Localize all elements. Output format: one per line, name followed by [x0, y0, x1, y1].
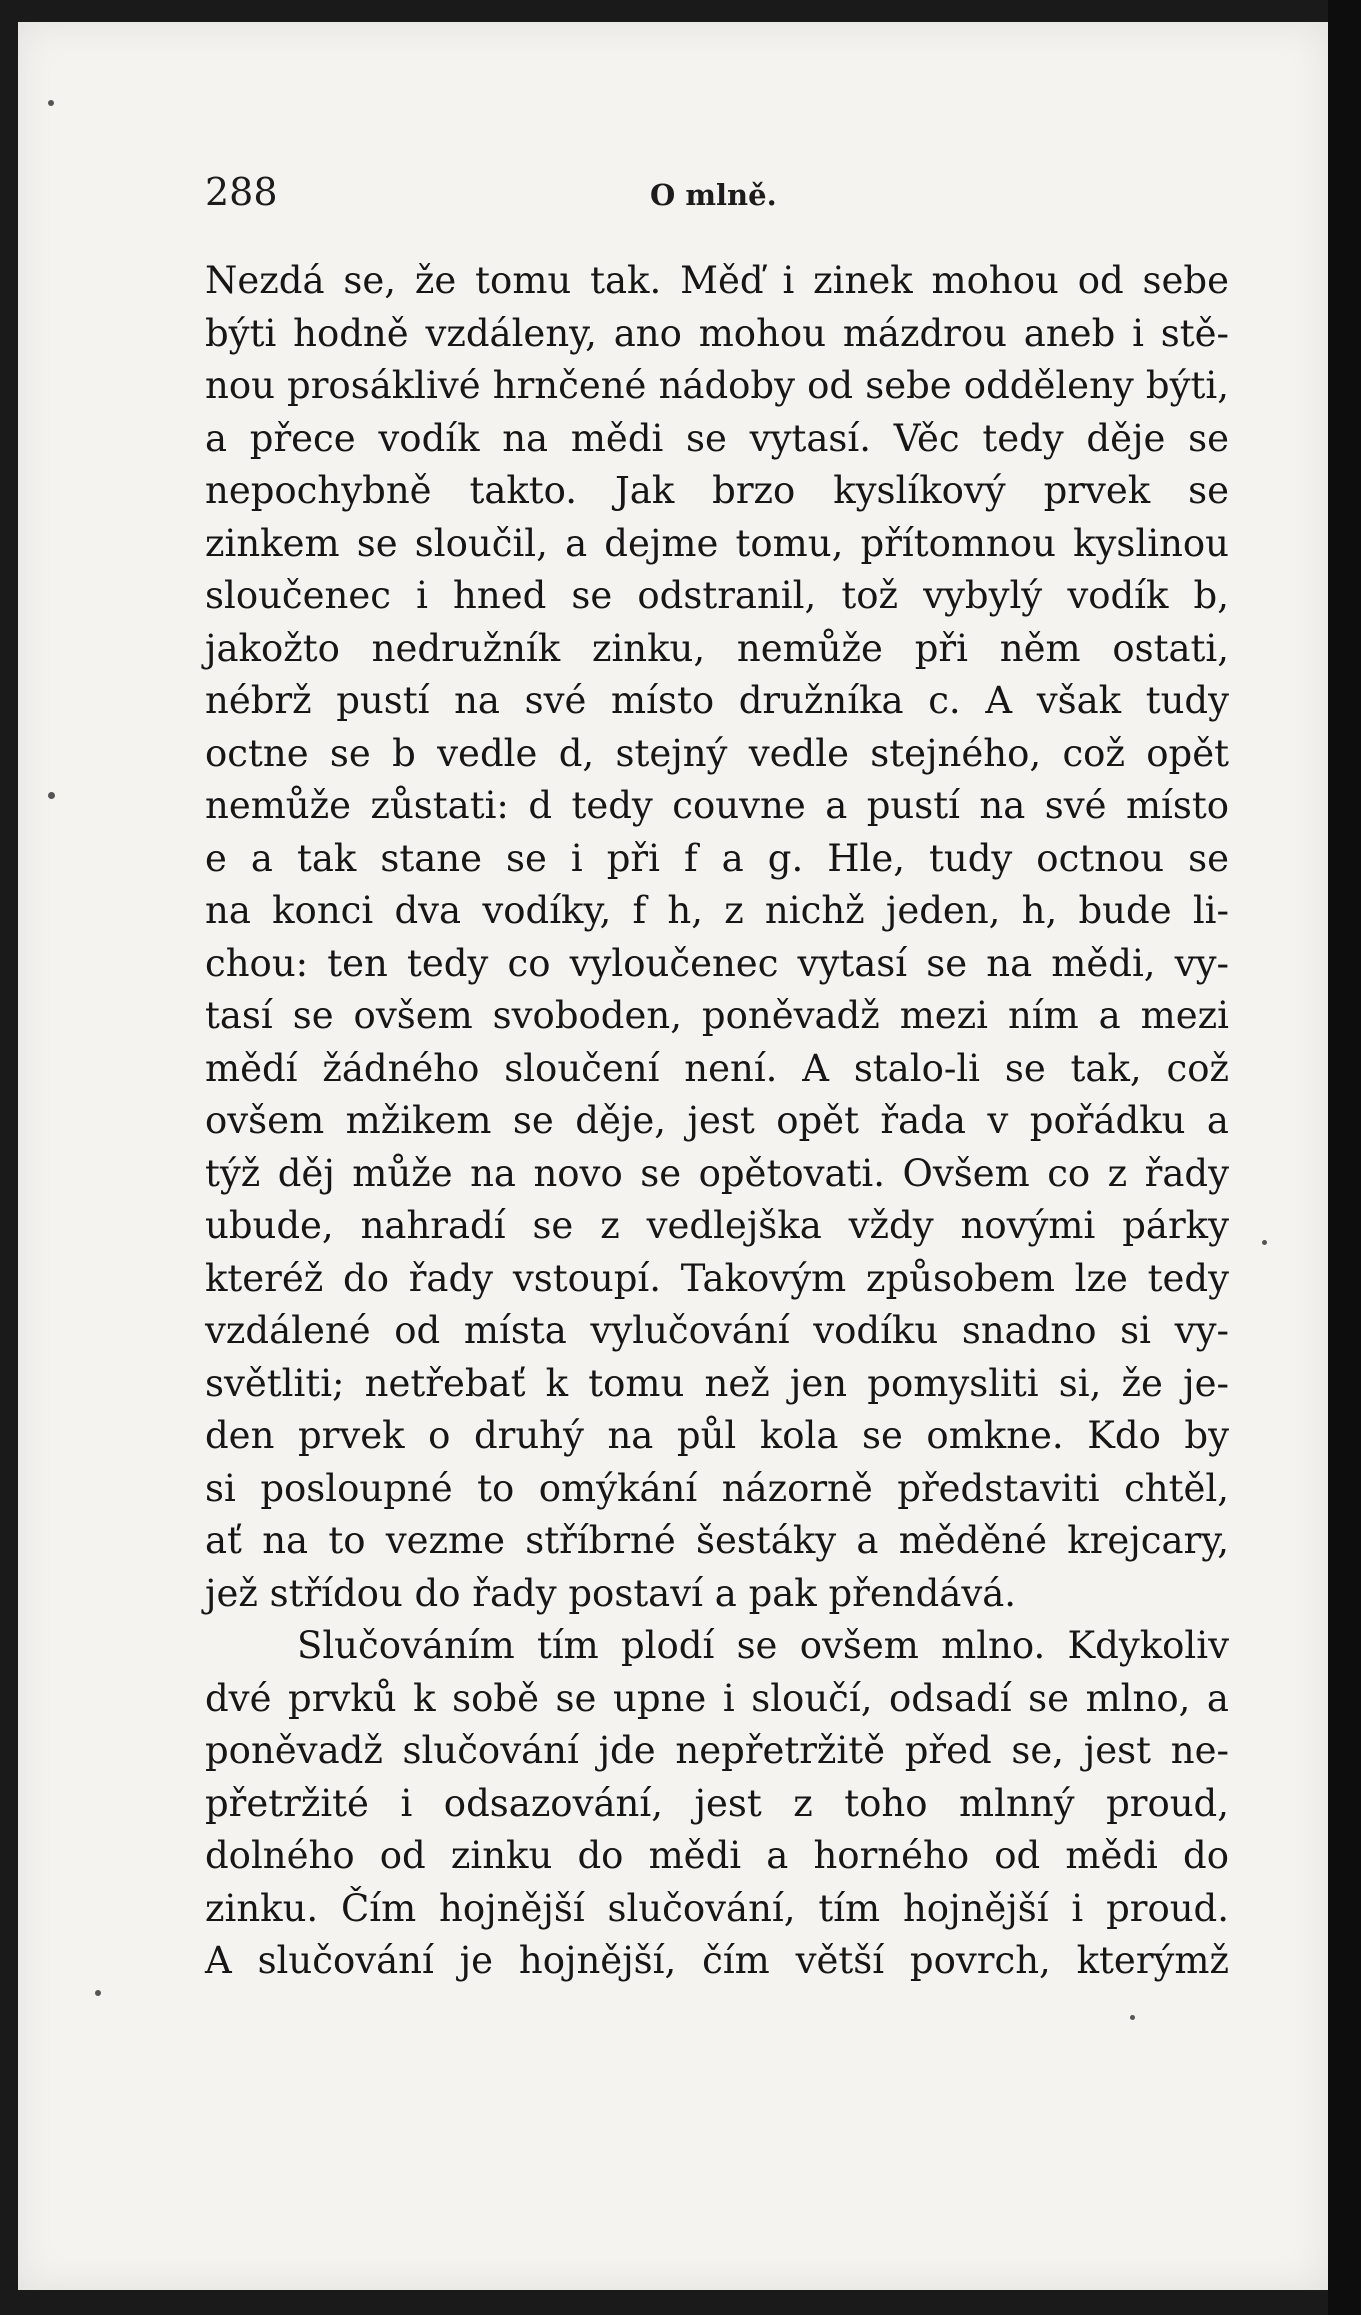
text-line: přetržité i odsazování, jest z toho mlnný proud, — [205, 1781, 1229, 1825]
text-line: zinkem se sloučil, a dejme tomu, přítomnou kyslinou — [205, 521, 1229, 565]
text-line: býti hodně vzdáleny, ano mohou mázdrou aneb i stě- — [205, 311, 1229, 355]
text-line: octne se b vedle d, stejný vedle stejného, což opět — [205, 731, 1229, 775]
text-line: poněvadž slučování jde nepřetržitě před se, jest ne- — [205, 1729, 1229, 1772]
text-line: chou: ten tedy co vyloučenec vytasí se na mědi, vy- — [205, 941, 1229, 985]
text-line: A slučování je hojnější, čím větší povrch, kterýmž — [205, 1939, 1229, 1982]
page-header — [205, 170, 1215, 220]
text-line: tasí se ovšem svoboden, poněvadž mezi ním a mezi — [205, 994, 1229, 1037]
text-line: na konci dva vodíky, f h, z nichž jeden, h, bude li- — [205, 889, 1229, 932]
scan-border — [1328, 0, 1361, 2315]
scan-speck — [48, 100, 54, 106]
text-line: týž děj může na novo se opětovati. Ovšem co z řady — [205, 1151, 1229, 1195]
text-line: sloučenec i hned se odstranil, tož vybylý vodík b, — [205, 574, 1229, 617]
text-line: dvé prvků k sobě se upne i sloučí, odsadí se mlno, a — [205, 1676, 1229, 1720]
text-line: vzdálené od místa vylučování vodíku snadno si vy- — [205, 1309, 1229, 1352]
scan-speck — [1130, 2015, 1135, 2020]
text-line: si posloupné to omýkání názorně představiti chtěl, — [205, 1466, 1229, 1510]
text-line: e a tak stane se i při f a g. Hle, tudy octnou se — [205, 836, 1229, 880]
text-line: Nezdá se, že tomu tak. Měď i zinek mohou od sebe — [205, 259, 1229, 302]
text-line: jež střídou do řady postaví a pak přendává. — [205, 1571, 1017, 1615]
scan-speck — [95, 1990, 101, 1996]
text-line: zinku. Čím hojnější slučování, tím hojnější i proud. — [205, 1886, 1229, 1930]
scan-speck — [48, 792, 55, 799]
page-number: 288 — [205, 170, 278, 214]
running-title: O mlně. — [650, 178, 777, 212]
text-line: světliti; netřebať k tomu než jen pomysliti si, že je- — [205, 1361, 1229, 1405]
text-line: a přece vodík na mědi se vytasí. Věc tedy děje se — [205, 416, 1229, 460]
text-line: nemůže zůstati: d tedy couvne a pustí na své místo — [205, 784, 1229, 827]
text-line: den prvek o druhý na půl kola se omkne. Kdo by — [205, 1414, 1229, 1457]
text-line: nou prosáklivé hrnčené nádoby od sebe odděleny býti, — [205, 364, 1229, 407]
text-line: kteréž do řady vstoupí. Takovým způsobem lze tedy — [205, 1256, 1229, 1300]
text-line: ubude, nahradí se z vedlejška vždy novými párky — [205, 1204, 1229, 1247]
text-line: nepochybně takto. Jak brzo kyslíkový prvek se — [205, 469, 1229, 512]
scan-speck — [1262, 1240, 1267, 1245]
paragraph-start-line: Slučováním tím plodí se ovšem mlno. Kdykoliv — [297, 1624, 1229, 1667]
text-line: dolného od zinku do mědi a horného od mědi do — [205, 1834, 1229, 1877]
text-line: nébrž pustí na své místo družníka c. A však tudy — [205, 679, 1229, 722]
text-line: ovšem mžikem se děje, jest opět řada v pořádku a — [205, 1099, 1229, 1142]
body-text — [205, 255, 1229, 1988]
text-line: mědí žádného sloučení není. A stalo-li se tak, což — [205, 1046, 1229, 1090]
text-line: ať na to vezme stříbrné šestáky a měděné krejcary, — [205, 1519, 1229, 1562]
text-line: jakožto nedružník zinku, nemůže při něm ostati, — [205, 626, 1229, 670]
